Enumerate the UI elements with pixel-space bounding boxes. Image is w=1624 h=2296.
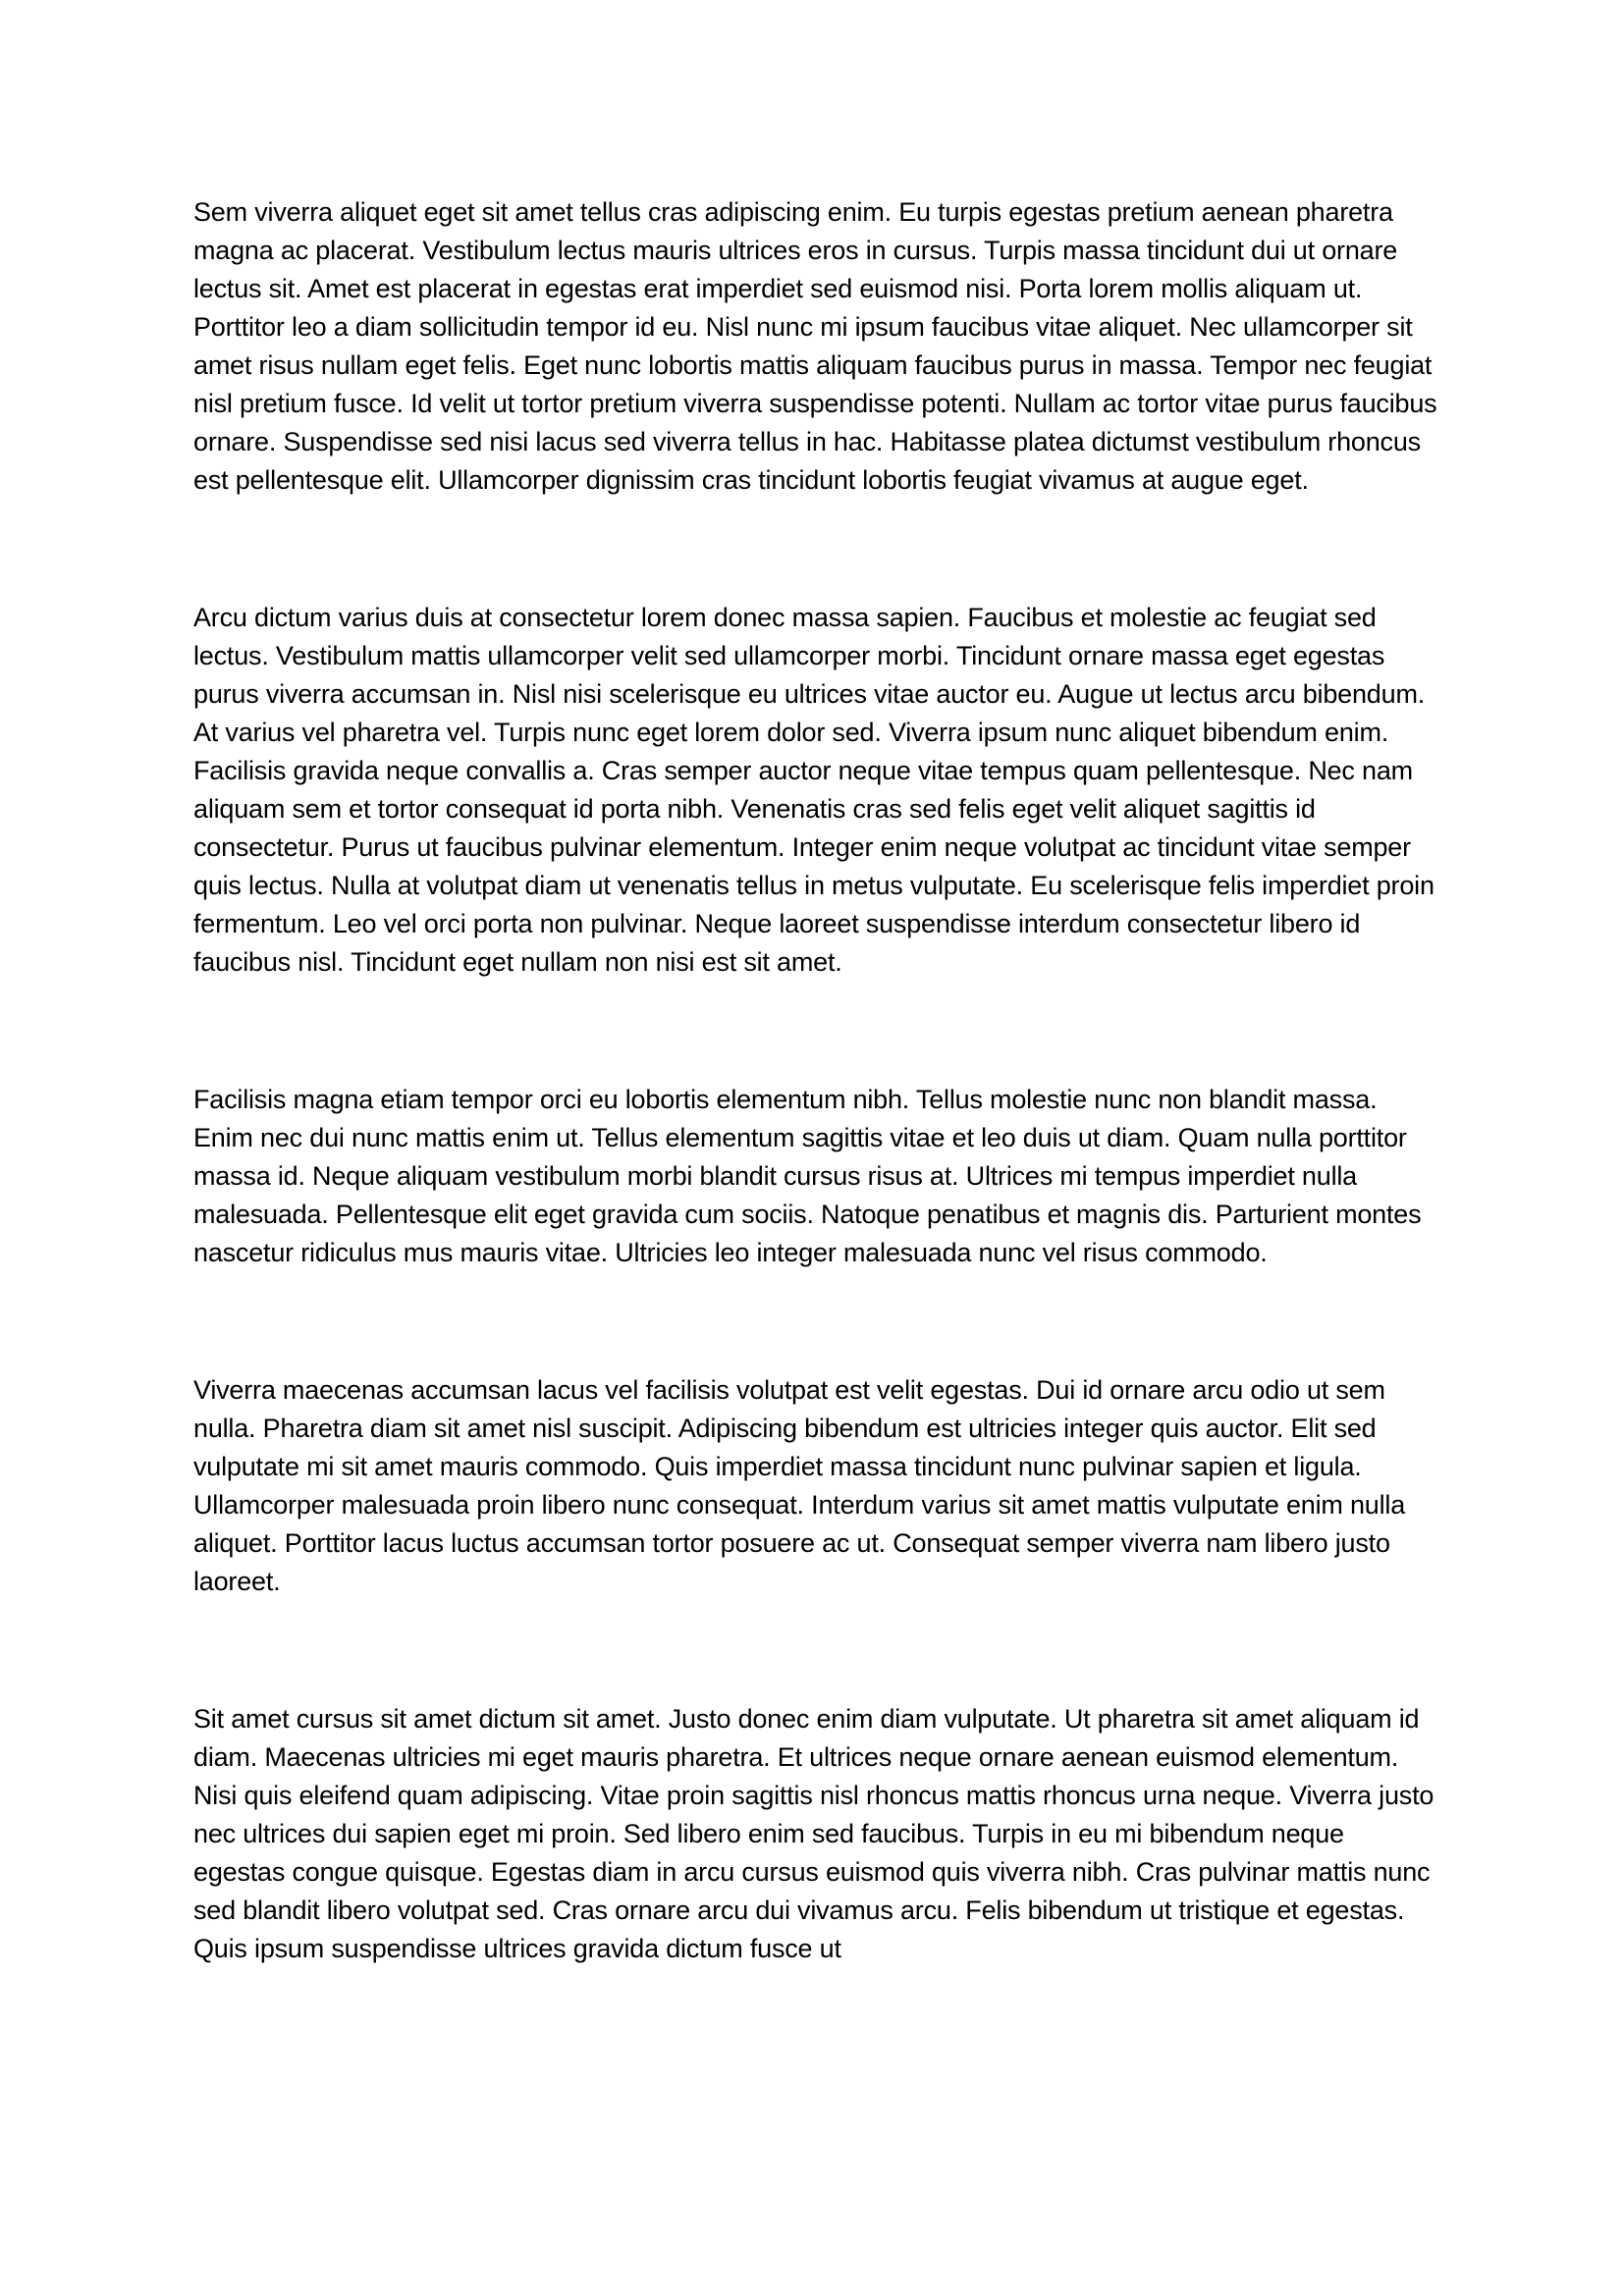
paragraph-1: Sem viverra aliquet eget sit amet tellus cras adipiscing enim. Eu turpis egestas pretium aenean pharetra magna ac placerat. Vestibulum lectus mauris ultrices eros in cursus. Turpis massa tincidunt dui ut ornare lectus sit. Amet est placerat in egestas erat imperdiet sed euismod nisi. Porta lorem mollis aliquam ut. Porttitor leo a diam sollicitudin tempor id eu. Nisl nunc mi ipsum faucibus vitae aliquet. Nec ullamcorper sit amet risus nullam eget felis. Eget nunc lobortis mattis aliquam faucibus purus in massa. Tempor nec feugiat nisl pretium fusce. Id velit ut tortor pretium viverra suspendisse potenti. Nullam ac tortor vitae purus faucibus ornare. Suspendisse sed nisi lacus sed viverra tellus in hac. Habitasse platea dictumst vestibulum rhoncus est pellentesque elit. Ullamcorper dignissim cras tincidunt lobortis feugiat vivamus at augue eget.: [193, 197, 1437, 495]
paragraph-3: Facilisis magna etiam tempor orci eu lobortis elementum nibh. Tellus molestie nunc non blandit massa. Enim nec dui nunc mattis enim ut. Tellus elementum sagittis vitae et leo duis ut diam. Quam nulla porttitor massa id. Neque aliquam vestibulum morbi blandit cursus risus at. Ultrices mi tempus imperdiet nulla malesuada. Pellentesque elit eget gravida cum sociis. Natoque penatibus et magnis dis. Parturient montes nascetur ridiculus mus mauris vitae. Ultricies leo integer malesuada nunc vel risus commodo.: [193, 1085, 1422, 1267]
document-body: [193, 193, 1438, 1968]
paragraph-5: Sit amet cursus sit amet dictum sit amet. Justo donec enim diam vulputate. Ut pharetra sit amet aliquam id diam. Maecenas ultricies mi eget mauris pharetra. Et ultrices neque ornare aenean euismod elementum. Nisi quis eleifend quam adipiscing. Vitae proin sagittis nisl rhoncus mattis rhoncus urna neque. Viverra justo nec ultrices dui sapien eget mi proin. Sed libero enim sed faucibus. Turpis in eu mi bibendum neque egestas congue quisque. Egestas diam in arcu cursus euismod quis viverra nibh. Cras pulvinar mattis nunc sed blandit libero volutpat sed. Cras ornare arcu dui vivamus arcu. Felis bibendum ut tristique et egestas. Quis ipsum suspendisse ultrices gravida dictum fusce ut: [193, 1704, 1435, 1963]
paragraph-2: Arcu dictum varius duis at consectetur lorem donec massa sapien. Faucibus et molestie ac feugiat sed lectus. Vestibulum mattis ullamcorper velit sed ullamcorper morbi. Tincidunt ornare massa eget egestas purus viverra accumsan in. Nisl nisi scelerisque eu ultrices vitae auctor eu. Augue ut lectus arcu bibendum. At varius vel pharetra vel. Turpis nunc eget lorem dolor sed. Viverra ipsum nunc aliquet bibendum enim. Facilisis gravida neque convallis a. Cras semper auctor neque vitae tempus quam pellentesque. Nec nam aliquam sem et tortor consequat id porta nibh. Venenatis cras sed felis eget velit aliquet sagittis id consectetur. Purus ut faucibus pulvinar elementum. Integer enim neque volutpat ac tincidunt vitae semper quis lectus. Nulla at volutpat diam ut venenatis tellus in metus vulputate. Eu scelerisque felis imperdiet proin fermentum. Leo vel orci porta non pulvinar. Neque laoreet suspendisse interdum consectetur libero id faucibus nisl. Tincidunt eget nullam non nisi est sit amet.: [193, 603, 1435, 977]
paragraph-4: Viverra maecenas accumsan lacus vel facilisis volutpat est velit egestas. Dui id ornare arcu odio ut sem nulla. Pharetra diam sit amet nisl suscipit. Adipiscing bibendum est ultricies integer quis auctor. Elit sed vulputate mi sit amet mauris commodo. Quis imperdiet massa tincidunt nunc pulvinar sapien et ligula. Ullamcorper malesuada proin libero nunc consequat. Interdum varius sit amet mattis vulputate enim nulla aliquet. Porttitor lacus luctus accumsan tortor posuere ac ut. Consequat semper viverra nam libero justo laoreet.: [193, 1375, 1406, 1596]
